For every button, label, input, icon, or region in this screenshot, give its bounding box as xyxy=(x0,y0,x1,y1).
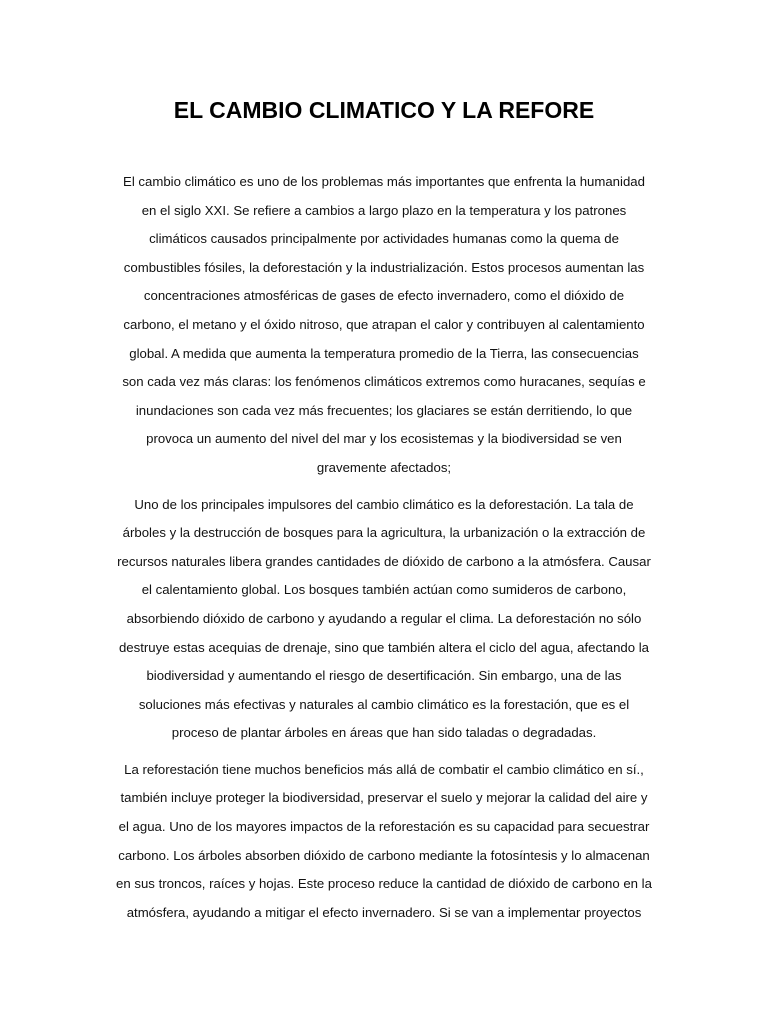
text-line: biodiversidad y aumentando el riesgo de desertificación. Sin embargo, una de las xyxy=(146,668,622,684)
text-line: árboles y la destrucción de bosques para la agricultura, la urbanización o la extracción de xyxy=(122,525,646,541)
text-line: atmósfera, ayudando a mitigar el efecto invernadero. Si se van a implementar proyectos xyxy=(126,904,642,920)
text-line: global. A medida que aumenta la temperatura promedio de la Tierra, las consecuencias xyxy=(129,345,639,361)
text-line: combustibles fósiles, la deforestación y la industrialización. Estos procesos aumentan las xyxy=(123,259,645,275)
document-title: EL CAMBIO CLIMATICO Y LA REFORE xyxy=(173,97,595,123)
text-line: carbono, el metano y el óxido nitroso, que atrapan el calor y contribuyen al calentamiento xyxy=(123,316,645,332)
text-line: carbono. Los árboles absorben dióxido de carbono mediante la fotosíntesis y lo almacenan xyxy=(118,847,650,863)
text-line: también incluye proteger la biodiversidad, preservar el suelo y mejorar la calidad del aire y xyxy=(120,790,648,806)
text-line: el agua. Uno de los mayores impactos de la reforestación es su capacidad para secuestrar xyxy=(118,819,650,835)
text-line: concentraciones atmosféricas de gases de efecto invernadero, como el dióxido de xyxy=(143,288,625,304)
text-line: climáticos causados principalmente por actividades humanas como la quema de xyxy=(149,231,619,247)
text-line: La reforestación tiene muchos beneficios más allá de combatir el cambio climático en sí., xyxy=(124,761,644,777)
paragraph-2 xyxy=(100,491,668,748)
text-line: provoca un aumento del nivel del mar y los ecosistemas y la biodiversidad se ven xyxy=(146,431,622,447)
text-line: recursos naturales libera grandes cantidades de dióxido de carbono a la atmósfera. Causar xyxy=(117,553,651,569)
text-line: el calentamiento global. Los bosques también actúan como sumideros de carbono, xyxy=(141,582,627,598)
text-line: El cambio climático es uno de los problemas más importantes que enfrenta la humanidad xyxy=(123,174,645,189)
text-line: soluciones más efectivas y naturales al cambio climático es la forestación, que es el xyxy=(138,696,630,712)
text-line: son cada vez más claras: los fenómenos climáticos extremos como huracanes, sequías e xyxy=(122,374,646,390)
text-line: Uno de los principales impulsores del cambio climático es la deforestación. La tala de xyxy=(134,496,634,512)
text-line: inundaciones son cada vez más frecuentes; los glaciares se están derritiendo, lo que xyxy=(135,402,633,418)
text-line: proceso de plantar árboles en áreas que han sido taladas o degradadas. xyxy=(171,725,597,741)
text-line: destruye estas acequias de drenaje, sino que también altera el ciclo del agua, afectando la xyxy=(118,639,650,655)
text-line: en sus troncos, raíces y hojas. Este proceso reduce la cantidad de dióxido de carbono en la xyxy=(116,876,652,892)
paragraph-3 xyxy=(100,756,668,928)
text-line: absorbiendo dióxido de carbono y ayudando a regular el clima. La deforestación no sólo xyxy=(126,610,642,626)
document-body xyxy=(100,168,668,935)
paragraph-1 xyxy=(100,168,668,483)
text-line: gravemente afectados; xyxy=(316,459,452,475)
text-line: en el siglo XXI. Se refiere a cambios a largo plazo en la temperatura y los patrones xyxy=(141,202,627,218)
